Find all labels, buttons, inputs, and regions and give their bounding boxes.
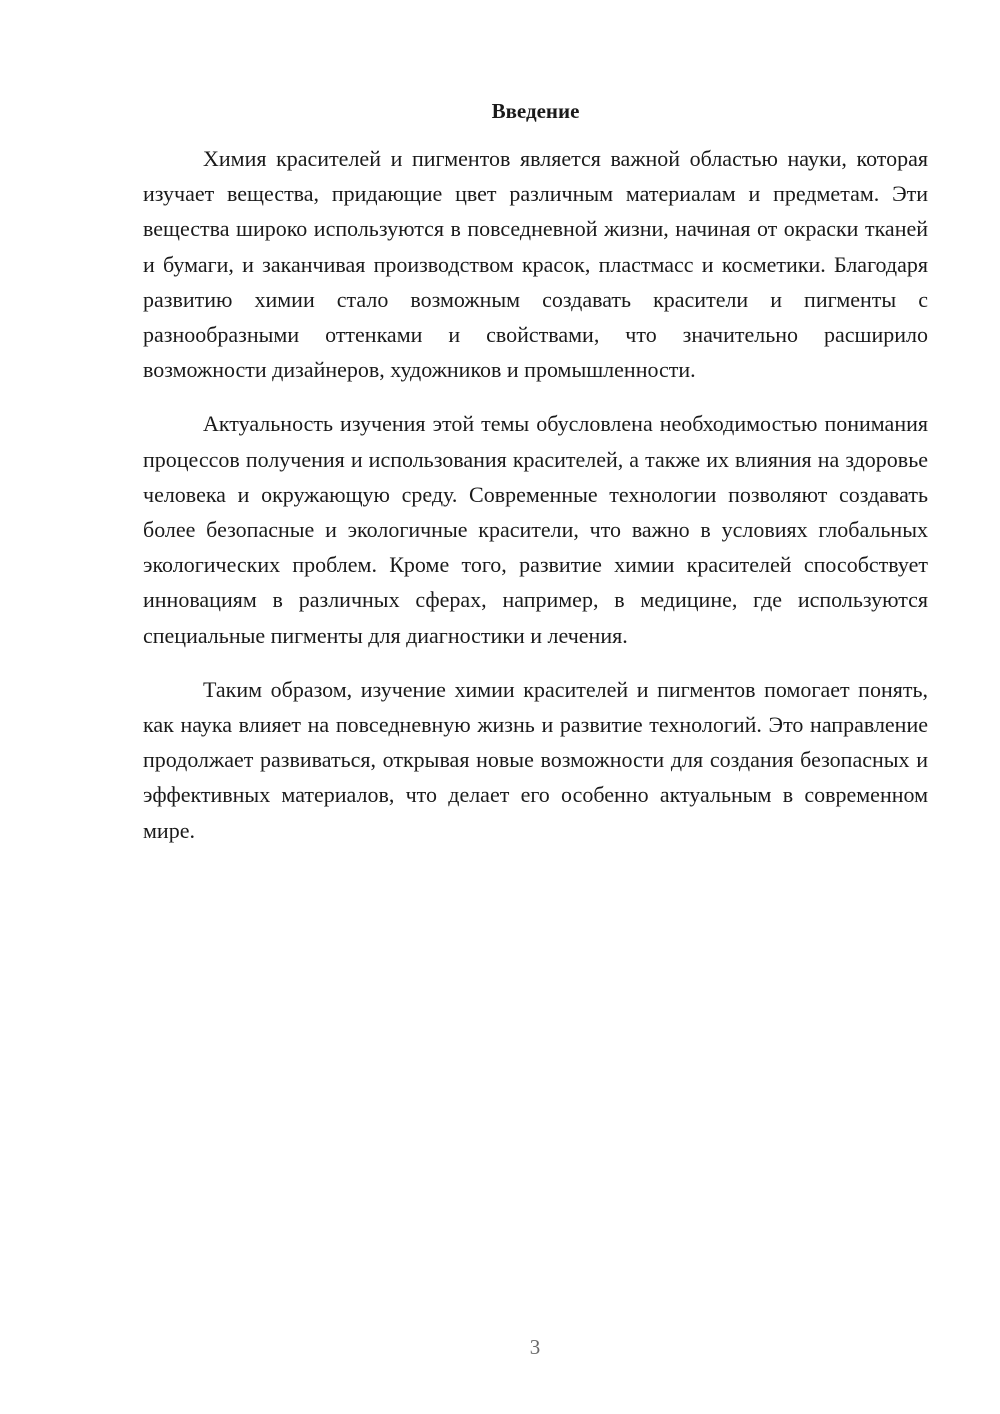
body-text bbox=[143, 141, 928, 867]
section-heading: Введение bbox=[491, 99, 580, 123]
paragraph-conclusion: Таким образом, изучение химии красителей и пигментов помогает понять, как наука влияет на повседневную жизнь и развитие технологий. Это направление продолжает развиваться, открывая новые возможности для создания безопасных и эффективных материалов, что делает его особенно актуальным в современном мире. bbox=[143, 676, 928, 843]
paragraph-relevance: Актуальность изучения этой темы обусловлена необходимостью понимания процессов получения и использования красителей, а также их влияния на здоровье человека и окружающую среду. Современные технологии позволяют создавать более безопасные и экологичные красители, что важно в условиях глобальных экологических проблем. Кроме того, развитие химии красителей способствует инновациям в различных сферах, например, в медицине, где используются специальные пигменты для диагностики и лечения. bbox=[143, 411, 928, 648]
page-number: 3 bbox=[529, 1335, 541, 1359]
paragraph-introduction: Химия красителей и пигментов является важной областью науки, которая изучает вещества, придающие цвет различным материалам и предметам. Эти вещества широко используются в повседневной жизни, начиная от окраски тканей и бумаги, и заканчивая производством красок, пластмасс и косметики. Благодаря развитию химии стало возможным создавать красители и пигменты с разнообразными оттенками и свойствами, что значительно расширило возможности дизайнеров, художников и промышленности. bbox=[143, 146, 928, 383]
